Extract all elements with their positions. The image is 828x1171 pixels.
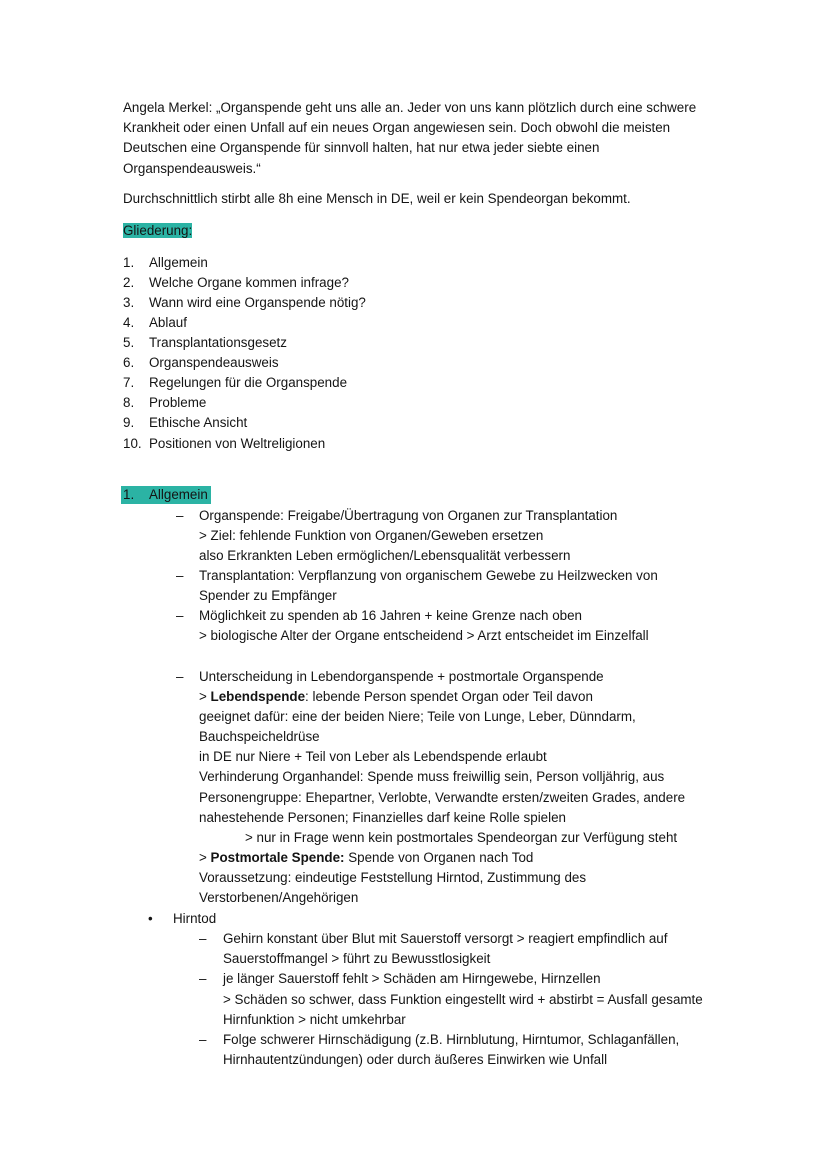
outline-item-label: Ablauf (149, 315, 187, 330)
body-line: Sauerstoffmangel > führt zu Bewusstlosigkeit (223, 951, 491, 966)
body-line: geeignet dafür: eine der beiden Niere; Teile von Lunge, Leber, Dünndarm, (199, 709, 636, 724)
round-bullet: • (148, 911, 153, 926)
body-line: > nur in Frage wenn kein postmortales Spendeorgan zur Verfügung steht (245, 830, 678, 845)
outline-item-number: 4. (123, 315, 135, 330)
dash-bullet: – (176, 608, 184, 623)
outline-heading: Gliederung: (123, 223, 193, 238)
body-line: also Erkrankten Leben ermöglichen/Lebensqualität verbessern (199, 548, 571, 563)
dash-bullet: – (199, 1032, 207, 1047)
body-line: Voraussetzung: eindeutige Feststellung Hirntod, Zustimmung des (199, 870, 587, 885)
body-line: Transplantation: Verpflanzung von organischem Gewebe zu Heilzwecken von (199, 568, 658, 583)
body-line: Verstorbenen/Angehörigen (199, 890, 359, 905)
intro-quote-line: Krankheit oder einen Unfall auf ein neues Organ angewiesen sein. Doch obwohl die meisten (123, 120, 671, 135)
body-line: > Lebendspende: lebende Person spendet Organ oder Teil davon (199, 689, 593, 704)
outline-item-label: Transplantationsgesetz (149, 335, 287, 350)
body-line: Gehirn konstant über Blut mit Sauerstoff versorgt > reagiert empfindlich auf (223, 931, 668, 946)
outline-item-number: 7. (123, 375, 135, 390)
body-line: > biologische Alter der Organe entscheidend > Arzt entscheidet im Einzelfall (199, 628, 649, 643)
outline-item-number: 5. (123, 335, 135, 350)
outline-item-number: 2. (123, 275, 135, 290)
intro-statistic: Durchschnittlich stirbt alle 8h eine Mensch in DE, weil er kein Spendeorgan bekommt. (123, 191, 631, 206)
body-line: Bauchspeicheldrüse (199, 729, 320, 744)
outline-item-label: Wann wird eine Organspende nötig? (149, 295, 366, 310)
body-line: Verhinderung Organhandel: Spende muss freiwillig sein, Person volljährig, aus (199, 769, 665, 784)
body-line: in DE nur Niere + Teil von Leber als Lebendspende erlaubt (199, 749, 547, 764)
dash-bullet: – (176, 508, 184, 523)
body-line: Organspende: Freigabe/Übertragung von Organen zur Transplantation (199, 508, 618, 523)
body-line: > Postmortale Spende: Spende von Organen nach Tod (199, 850, 534, 865)
outline-item-number: 3. (123, 295, 135, 310)
outline-item-number: 1. (123, 255, 135, 270)
outline-item-number: 6. (123, 355, 135, 370)
outline-item-label: Positionen von Weltreligionen (149, 436, 326, 451)
body-line: Folge schwerer Hirnschädigung (z.B. Hirnblutung, Hirntumor, Schlaganfällen, (223, 1032, 680, 1047)
outline-item-label: Allgemein (149, 255, 208, 270)
body-line: je länger Sauerstoff fehlt > Schäden am Hirngewebe, Hirnzellen (223, 971, 601, 986)
dash-bullet: – (199, 931, 207, 946)
dash-bullet: – (176, 568, 184, 583)
intro-quote-line: Deutschen eine Organspende für sinnvoll halten, hat nur etwa jeder siebte einen (123, 140, 600, 155)
outline-item-label: Regelungen für die Organspende (149, 375, 348, 390)
body-line: Möglichkeit zu spenden ab 16 Jahren + keine Grenze nach oben (199, 608, 583, 623)
section-heading: 1. Allgemein (121, 486, 211, 504)
body-line: nahestehende Personen; Finanzielles darf keine Rolle spielen (199, 810, 566, 825)
body-line: > Schäden so schwer, dass Funktion eingestellt wird + abstirbt = Ausfall gesamte (223, 992, 703, 1007)
dash-bullet: – (176, 669, 184, 684)
body-line: Personengruppe: Ehepartner, Verlobte, Verwandte ersten/zweiten Grades, andere (199, 790, 686, 805)
body-line: Hirnfunktion > nicht umkehrbar (223, 1012, 406, 1027)
dash-bullet: – (199, 971, 207, 986)
outline-item-number: 8. (123, 395, 135, 410)
outline-item-number: 10. (123, 436, 142, 451)
outline-item-label: Organspendeausweis (149, 355, 279, 370)
body-line: Unterscheidung in Lebendorganspende + postmortale Organspende (199, 669, 604, 684)
outline-item-label: Ethische Ansicht (149, 415, 248, 430)
outline-item-label: Welche Organe kommen infrage? (149, 275, 349, 290)
intro-quote-line: Organspendeausweis.“ (123, 161, 261, 176)
outline-item-number: 9. (123, 415, 135, 430)
body-line: Hirnhautentzündungen) oder durch äußeres Einwirken wie Unfall (223, 1052, 608, 1067)
intro-quote-line: Angela Merkel: „Organspende geht uns alle an. Jeder von uns kann plötzlich durch eine schwere (123, 100, 697, 115)
body-line: > Ziel: fehlende Funktion von Organen/Geweben ersetzen (199, 528, 544, 543)
subheading-brain-death: Hirntod (173, 911, 217, 926)
outline-item-label: Probleme (149, 395, 207, 410)
body-line: Spender zu Empfänger (199, 588, 337, 603)
